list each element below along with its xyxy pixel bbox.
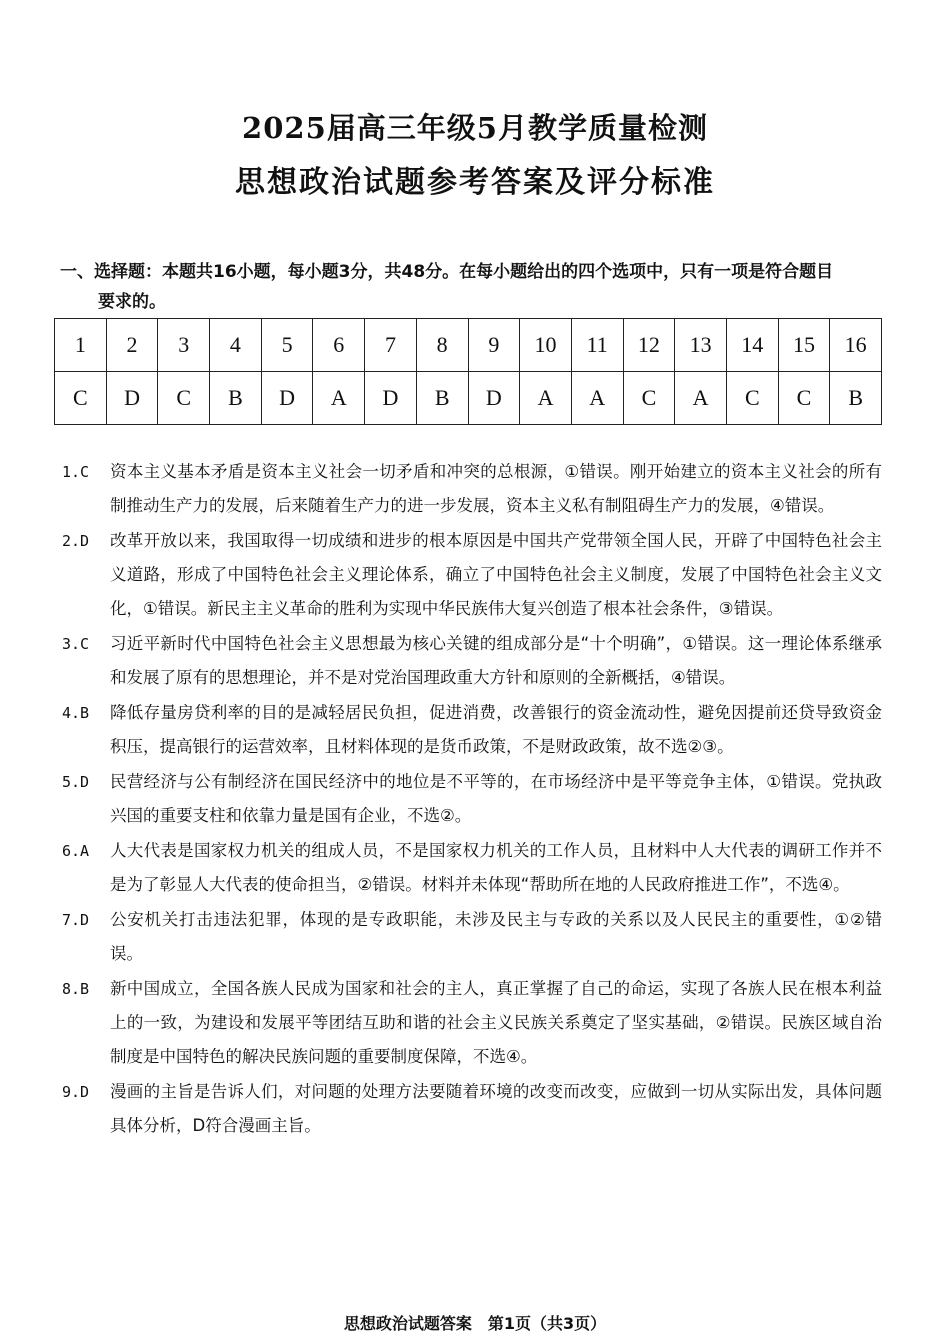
question-number-cell: 5 xyxy=(261,319,313,372)
answer-cell: C xyxy=(55,372,107,425)
explanation-text: 漫画的主旨是告诉人们，对问题的处理方法要随着环境的改变而改变，应做到一切从实际出发，具体问题具体分析，D符合漫画主旨。 xyxy=(110,1082,882,1135)
explanation-number: 1.C xyxy=(62,463,90,481)
explanation-item xyxy=(62,524,882,626)
page-title-line2: 思想政治试题参考答案及评分标准 xyxy=(235,165,715,200)
answer-cell: D xyxy=(468,372,520,425)
answer-cell: C xyxy=(623,372,675,425)
page-footer: 思想政治试题答案 第1页（共3页） xyxy=(343,1314,607,1333)
answer-cell: C xyxy=(158,372,210,425)
question-number-cell: 11 xyxy=(571,319,623,372)
explanation-text: 公安机关打击违法犯罪，体现的是专政职能，未涉及民主与专政的关系以及人民民主的重要性，①②错误。 xyxy=(110,910,882,963)
section-heading xyxy=(60,257,890,317)
answer-cell: D xyxy=(365,372,417,425)
explanation-text: 习近平新时代中国特色社会主义思想最为核心关键的组成部分是“十个明确”，①错误。这一理论体系继承和发展了原有的思想理论，并不是对党治国理政重大方针和原则的全新概括，④错误。 xyxy=(110,634,882,687)
answer-cell: B xyxy=(210,372,262,425)
answer-cell: A xyxy=(520,372,572,425)
explanation-item xyxy=(62,972,882,1074)
explanation-item xyxy=(62,834,882,902)
explanation-number: 2.D xyxy=(62,532,90,550)
question-number-cell: 13 xyxy=(675,319,727,372)
question-number-cell: 3 xyxy=(158,319,210,372)
answer-cell: D xyxy=(106,372,158,425)
answer-cell: C xyxy=(778,372,830,425)
question-number-cell: 1 xyxy=(55,319,107,372)
question-number-cell: 7 xyxy=(365,319,417,372)
explanation-text: 改革开放以来，我国取得一切成绩和进步的根本原因是中国共产党带领全国人民，开辟了中国特色社会主义道路，形成了中国特色社会主义理论体系，确立了中国特色社会主义制度，发展了中国特色社会主义文化，①错误。新民主主义革命的胜利为实现中华民族伟大复兴创造了根本社会条件，③错误。 xyxy=(110,531,882,618)
explanation-text: 降低存量房贷利率的目的是减轻居民负担，促进消费，改善银行的资金流动性，避免因提前还贷导致资金积压，提高银行的运营效率，且材料体现的是货币政策，不是财政政策，故不选②③。 xyxy=(110,703,882,756)
explanation-item xyxy=(62,903,882,971)
section-heading-line1: 一、选择题：本题共16小题，每小题3分，共48分。在每小题给出的四个选项中，只有一项是符合题目 xyxy=(60,262,834,282)
explanation-text: 新中国成立，全国各族人民成为国家和社会的主人，真正掌握了自己的命运，实现了各族人民在根本利益上的一致，为建设和发展平等团结互助和谐的社会主义民族关系奠定了坚实基础，②错误。民族区域自治制度是中国特色的解决民族问题的重要制度保障，不选④。 xyxy=(110,979,882,1066)
question-number-cell: 10 xyxy=(520,319,572,372)
question-number-cell: 15 xyxy=(778,319,830,372)
question-number-cell: 2 xyxy=(106,319,158,372)
answer-cell: B xyxy=(830,372,882,425)
explanation-number: 4.B xyxy=(62,704,90,722)
explanation-item xyxy=(62,455,882,523)
answer-table-number-row xyxy=(55,319,882,372)
explanation-item xyxy=(62,765,882,833)
question-number-cell: 16 xyxy=(830,319,882,372)
explanation-number: 6.A xyxy=(62,842,90,860)
answer-cell: A xyxy=(571,372,623,425)
page-title-line1: 2025届高三年级5月教学质量检测 xyxy=(242,111,708,145)
explanation-number: 7.D xyxy=(62,911,90,929)
explanation-item xyxy=(62,696,882,764)
explanation-text: 民营经济与公有制经济在国民经济中的地位是不平等的，在市场经济中是平等竞争主体，①错误。党执政兴国的重要支柱和依靠力量是国有企业，不选②。 xyxy=(110,772,882,825)
explanation-number: 5.D xyxy=(62,773,90,791)
question-number-cell: 4 xyxy=(210,319,262,372)
answer-table xyxy=(54,318,882,425)
explanation-list xyxy=(62,455,882,1144)
explanation-number: 8.B xyxy=(62,980,90,998)
question-number-cell: 6 xyxy=(313,319,365,372)
explanation-item xyxy=(62,1075,882,1143)
question-number-cell: 12 xyxy=(623,319,675,372)
answer-cell: A xyxy=(313,372,365,425)
question-number-cell: 14 xyxy=(726,319,778,372)
explanation-number: 9.D xyxy=(62,1083,90,1101)
answer-cell: B xyxy=(416,372,468,425)
answer-cell: D xyxy=(261,372,313,425)
explanation-number: 3.C xyxy=(62,635,90,653)
answer-table-answer-row xyxy=(55,372,882,425)
question-number-cell: 8 xyxy=(416,319,468,372)
question-number-cell: 9 xyxy=(468,319,520,372)
explanation-item xyxy=(62,627,882,695)
answer-cell: C xyxy=(726,372,778,425)
explanation-text: 资本主义基本矛盾是资本主义社会一切矛盾和冲突的总根源，①错误。刚开始建立的资本主义社会的所有制推动生产力的发展，后来随着生产力的进一步发展，资本主义私有制阻碍生产力的发展，④错误。 xyxy=(110,462,882,515)
section-heading-line2: 要求的。 xyxy=(98,292,166,312)
answer-cell: A xyxy=(675,372,727,425)
explanation-text: 人大代表是国家权力机关的组成人员，不是国家权力机关的工作人员，且材料中人大代表的调研工作并不是为了彰显人大代表的使命担当，②错误。材料并未体现“帮助所在地的人民政府推进工作”，不选④。 xyxy=(110,841,882,894)
